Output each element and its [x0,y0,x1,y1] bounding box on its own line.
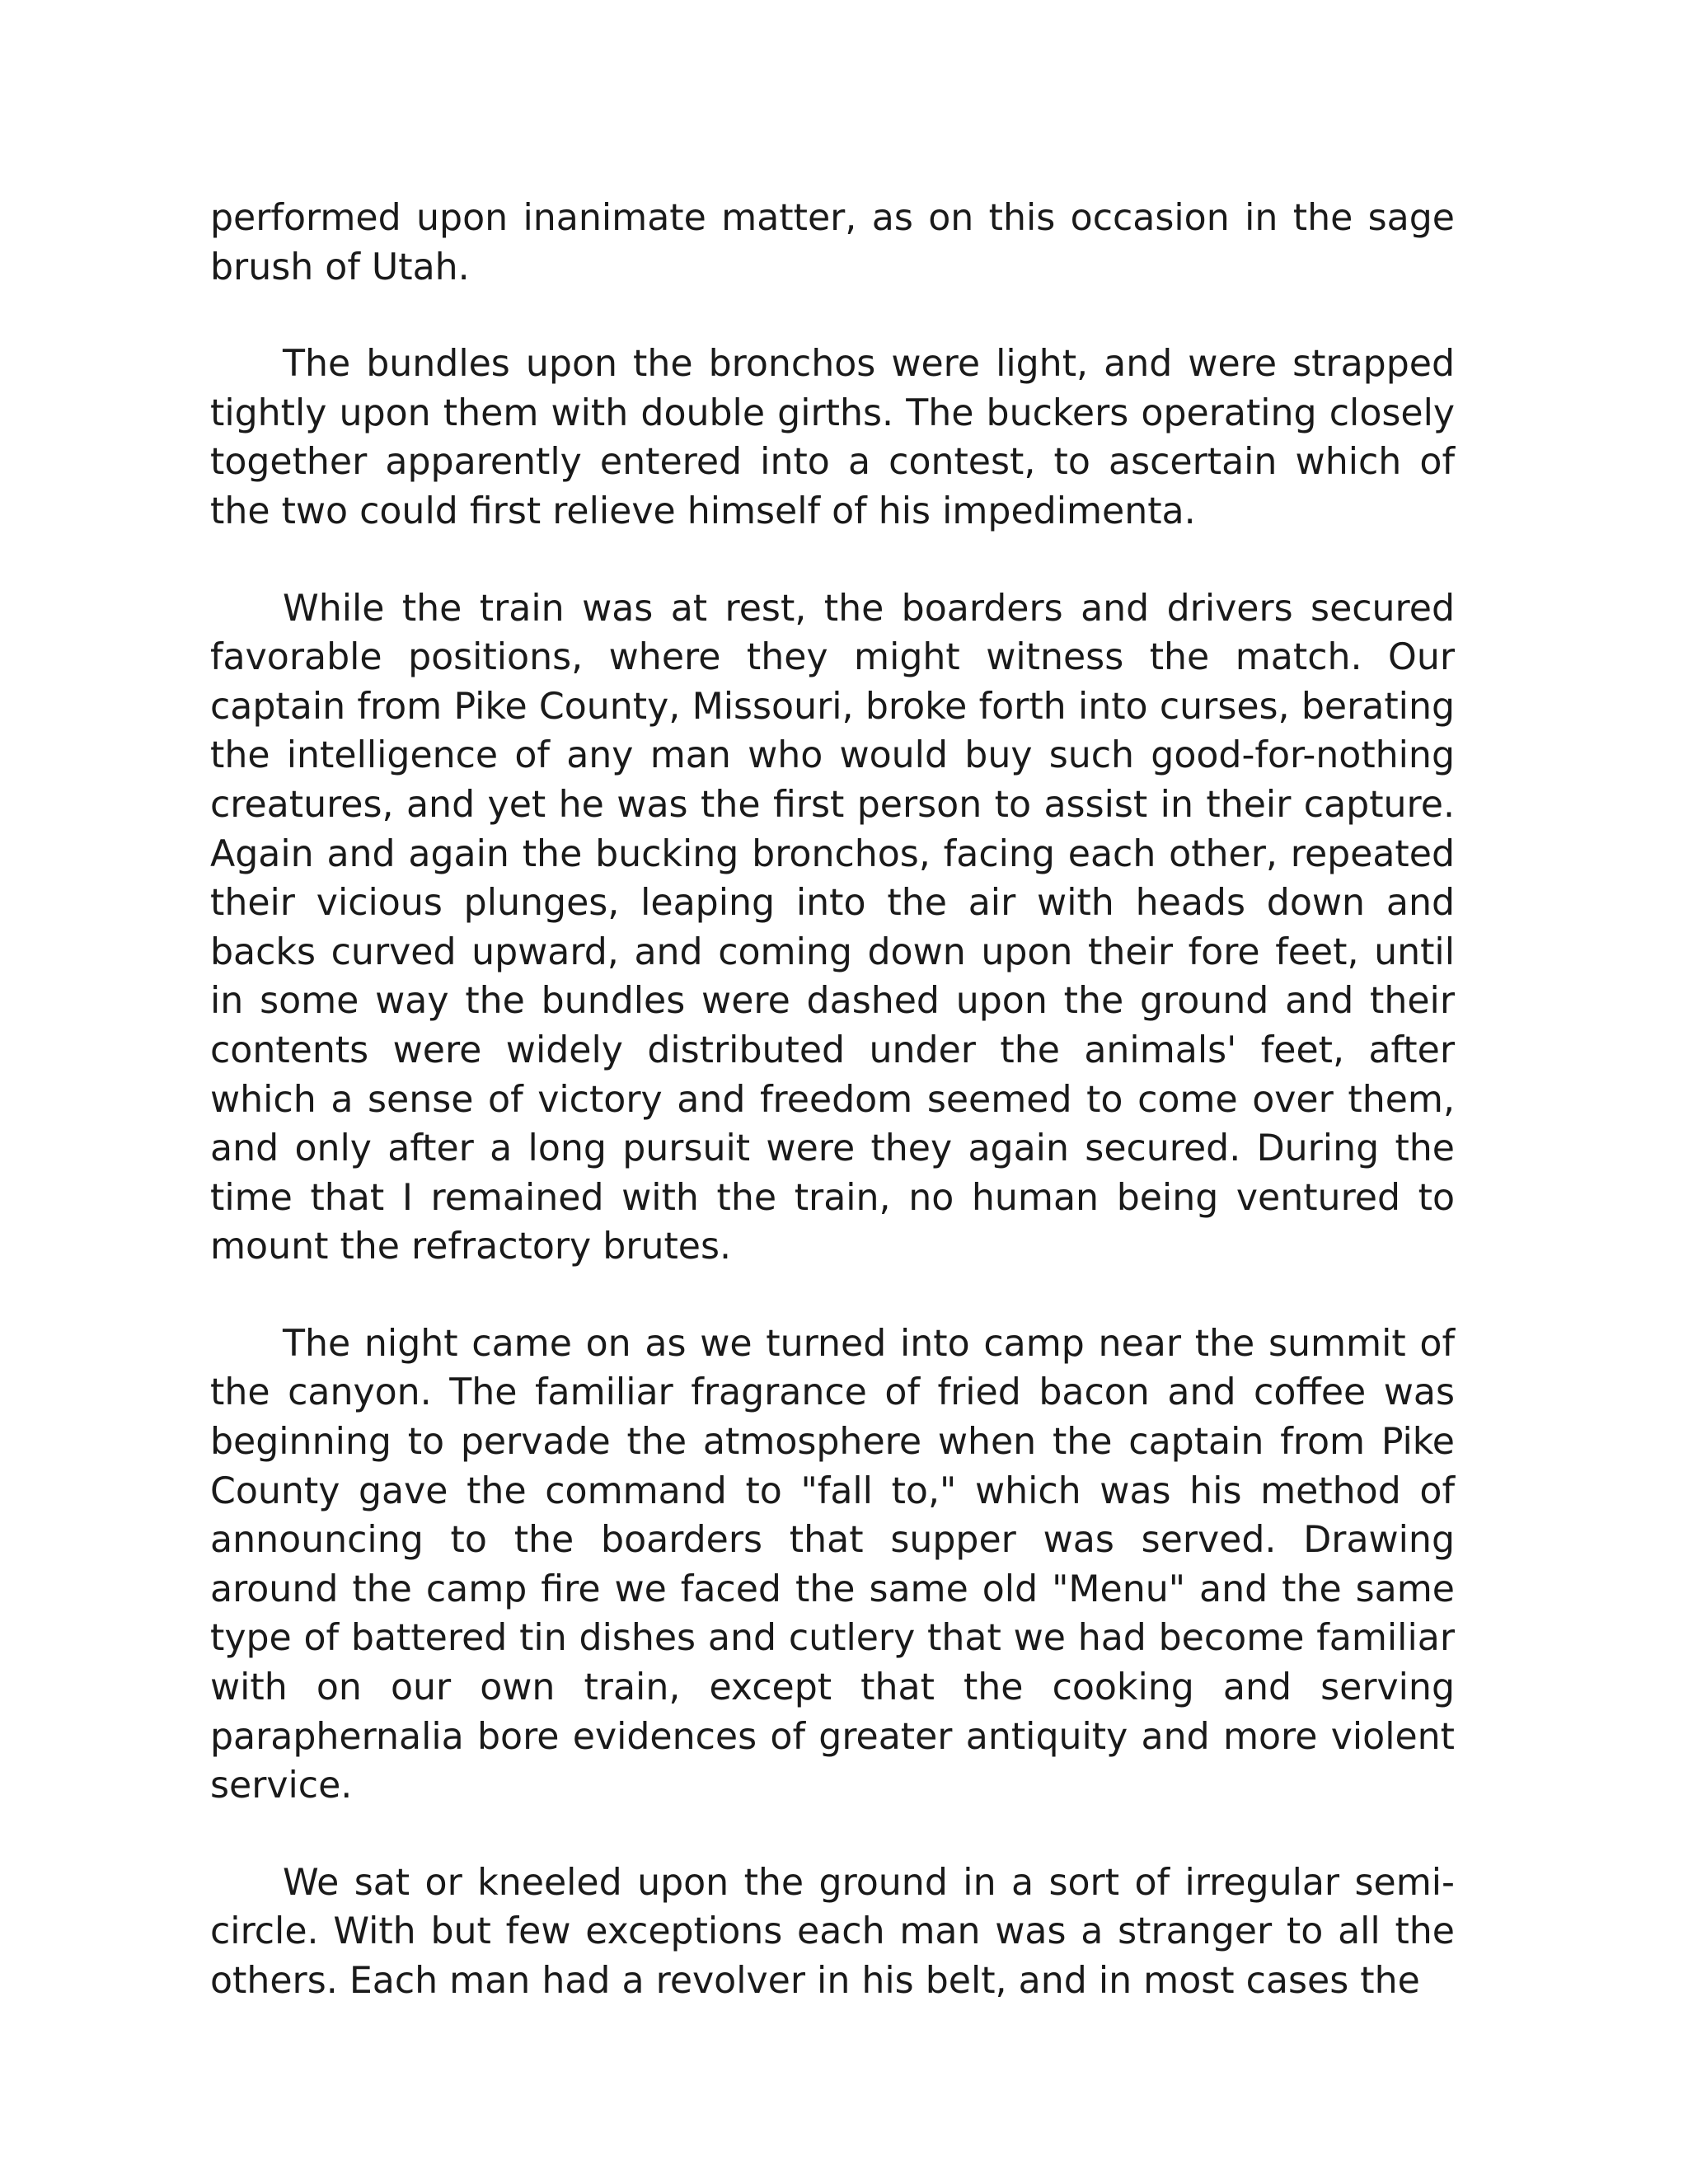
body-text [210,194,1455,2054]
paragraph-1: performed upon inanimate matter, as on this occasion in the sage brush of Utah. [210,197,1455,288]
paragraph-3: While the train was at rest, the boarders and drivers secured favorable positions, where they might witness the match. Our captain from Pike County, Missouri, broke forth into curses, berating the intelligence of any man who would buy such good-for-nothing creatures, and yet he was the first person to assist in their capture. Again and again the bucking bronchos, facing each other, repeated their vicious plunges, leaping into the air with heads down and backs curved upward, and coming down upon their fore feet, until in some way the bundles were dashed upon the ground and their contents were widely distributed under the animals' feet, after which a sense of victory and freedom seemed to come over them, and only after a long pursuit were they again secured. During the time that I remained with the train, no human being ventured to mount the refractory brutes. [210,587,1455,1268]
paragraph-5: We sat or kneeled upon the ground in a sort of irregular semi-circle. With but few exceptions each man was a stranger to all the others. Each man had a revolver in his belt, and in most cases the [210,1861,1455,2002]
paragraph-2: The bundles upon the bronchos were light, and were strapped tightly upon them with double girths. The buckers operating closely together apparently entered into a contest, to ascertain which of the two could first relieve himself of his impedimenta. [210,343,1455,532]
paragraph-4: The night came on as we turned into camp near the summit of the canyon. The familiar fragrance of fried bacon and coffee was beginning to pervade the atmosphere when the captain from Pike County gave the command to "fall to," which was his method of announcing to the boarders that supper was served. Drawing around the camp fire we faced the same old "Menu" and the same type of battered tin dishes and cutlery that we had become familiar with on our own train, except that the cooking and serving paraphernalia bore evidences of greater antiquity and more violent service. [210,1322,1455,1807]
